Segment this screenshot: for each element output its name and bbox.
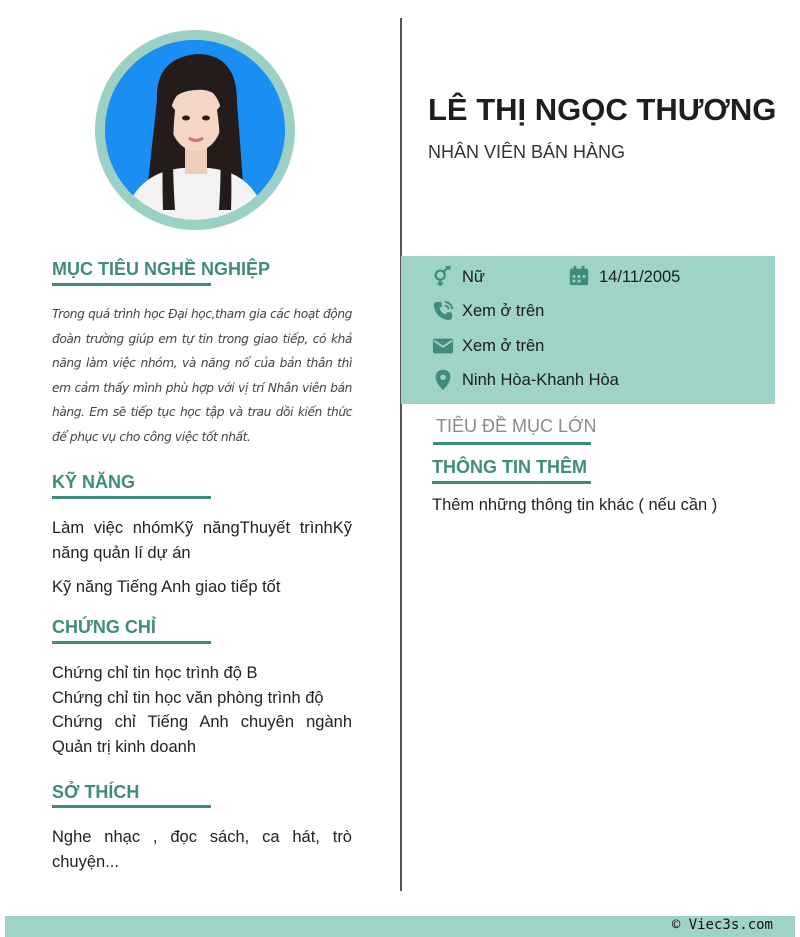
hobbies-text: Nghe nhạc , đọc sách, ca hát, trò chuyện...: [52, 828, 352, 871]
column-divider: [400, 18, 402, 891]
job-title: NHÂN VIÊN BÁN HÀNG: [428, 142, 626, 162]
certificates-underline: [52, 641, 211, 644]
mail-icon: [432, 335, 454, 357]
phone-icon: [432, 300, 454, 322]
portrait-illustration: [105, 40, 285, 220]
objective-title: MỤC TIÊU NGHỀ NGHIỆP: [52, 259, 271, 279]
phone-value: Xem ở trên: [462, 302, 545, 320]
candidate-name: LÊ THỊ NGỌC THƯƠNG: [428, 92, 777, 127]
contact-panel: [401, 256, 775, 404]
objective-text: Trong quá trình học Đại học,tham gia các hoạt động đoàn trường giúp em tự tin trong giao tiếp, có khả năng làm việc nhóm, và năng nổ của bản thân thì em cảm thấy mình phù hợp với vị trí Nhân viên bán hàng. Em sẽ tiếp tục học tập và trau dồi kiến thức để phục vụ cho công việc tốt nhất.: [52, 307, 352, 444]
certificates-title: CHỨNG CHỈ: [52, 617, 156, 637]
calendar-icon: [568, 265, 590, 287]
certificate-item: Chứng chỉ Tiếng Anh chuyên ngành Quản trị kinh doanh: [52, 713, 352, 756]
certificate-item: Chứng chỉ tin học trình độ B: [52, 664, 258, 682]
footer-bar: [5, 916, 795, 937]
additional-info-text: Thêm những thông tin khác ( nếu cần ): [432, 496, 718, 514]
skill-item: Làm việc nhómKỹ năngThuyết trìnhKỹ năng quản lí dự án: [52, 519, 352, 562]
gender-icon: [432, 266, 454, 288]
hobbies-underline: [52, 805, 211, 808]
location-pin-icon: [432, 369, 454, 391]
skills-title: KỸ NĂNG: [52, 472, 136, 492]
skills-underline: [52, 496, 211, 499]
placeholder-underline: [433, 442, 591, 445]
email-value: Xem ở trên: [462, 337, 545, 355]
footer-credit: © Viec3s.com: [671, 917, 773, 933]
objective-underline: [52, 283, 211, 286]
gender-value: Nữ: [462, 268, 485, 286]
additional-info-underline: [432, 481, 591, 484]
birthday-value: 14/11/2005: [599, 268, 681, 286]
placeholder-section-title: TIÊU ĐỀ MỤC LỚN: [436, 416, 597, 436]
avatar-frame: [95, 30, 295, 230]
certificate-item: Chứng chỉ tin học văn phòng trình độ: [52, 688, 324, 707]
skill-item: Kỹ năng Tiếng Anh giao tiếp tốt: [52, 578, 281, 596]
hobbies-title: SỞ THÍCH: [52, 782, 140, 802]
address-value: Ninh Hòa-Khanh Hòa: [462, 371, 619, 389]
avatar: [105, 40, 285, 220]
additional-info-title: THÔNG TIN THÊM: [432, 457, 587, 477]
